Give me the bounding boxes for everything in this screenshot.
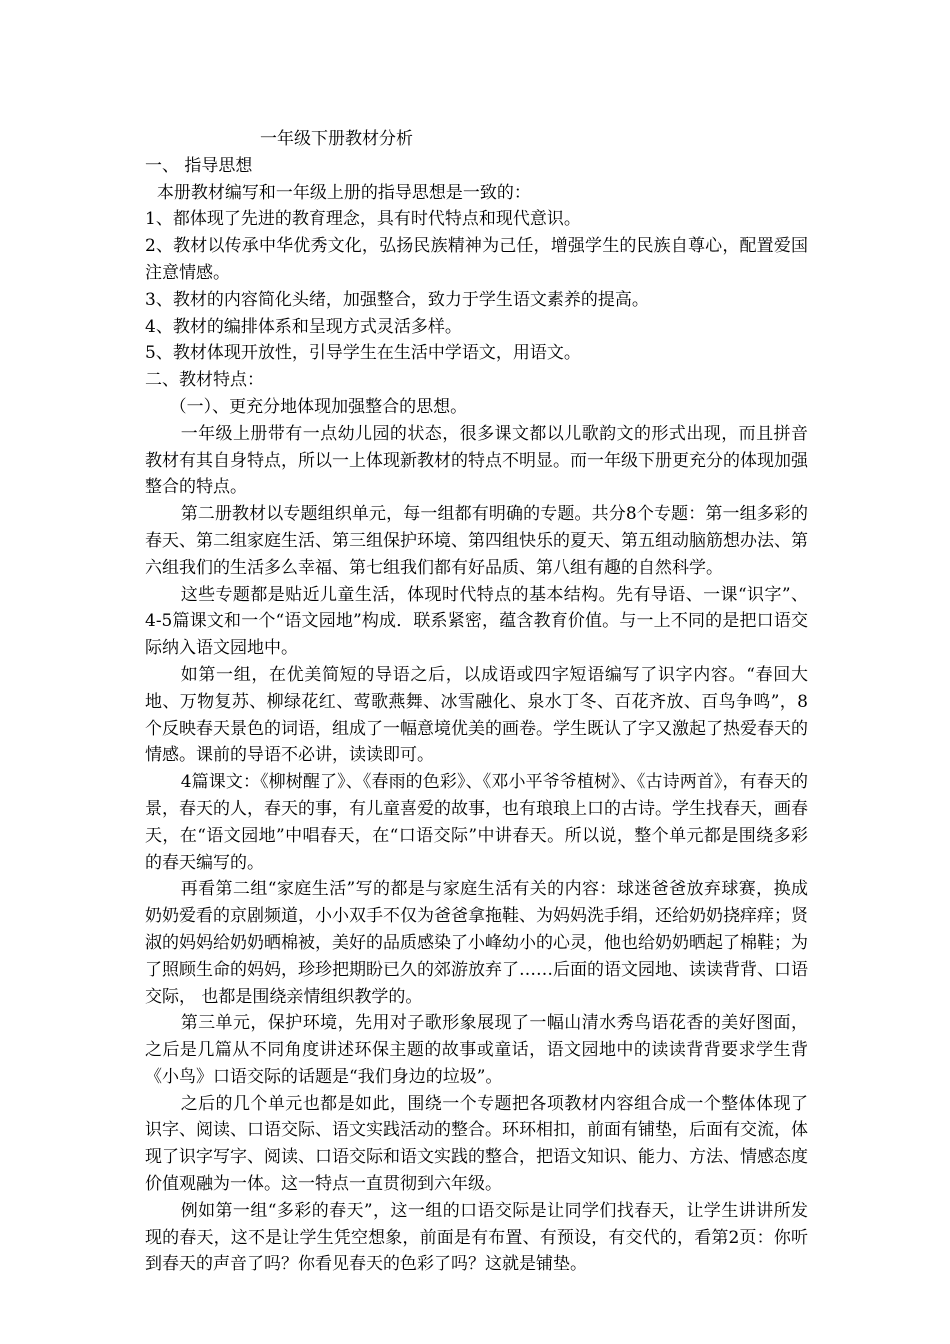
paragraph: 一年级上册带有一点幼儿园的状态，很多课文都以儿歌韵文的形式出现，而且拼音教材有其自身特点，所以一上体现新教材的特点不明显。而一年级下册更充分的体现加强整合的特点。 (145, 423, 808, 498)
paragraph: 如第一组，在优美简短的导语之后，以成语或四字短语编写了识字内容。“春回大地、万物复苏、柳绿花红、莺歌燕舞、冰雪融化、泉水丁冬、百花齐放、百鸟争鸣”，8个反映春天景色的词语，组成了一幅意境优美的画卷。学生既认了字又激起了热爱春天的情感。课前的导语不必讲，读读即可。 (145, 664, 808, 766)
document-body (145, 153, 808, 1278)
paragraph: 二、教材特点： (145, 370, 264, 391)
paragraph: 4篇课文：《柳树醒了》、《春雨的色彩》、《邓小平爷爷植树》、《古诗两首》，有春天的景，春天的人，春天的事，有儿童喜爱的故事，也有琅琅上口的古诗。学生找春天，画春天，在“语文园地”中唱春天，在“口语交际”中讲春天。所以说，整个单元都是围绕多彩的春天编写的。 (145, 772, 808, 873)
paragraph: 再看第二组“家庭生活”写的都是与家庭生活有关的内容：球迷爸爸放弃球赛，换成奶奶爱看的京剧频道，小小双手不仅为爸爸拿拖鞋、为妈妈洗手绢，还给奶奶挠痒痒；贤淑的妈妈给奶奶晒棉被，美好的品质感染了小峰幼小的心灵，他也给奶奶晒起了棉鞋；为了照顾生命的妈妈，珍珍把期盼已久的郊游放弃了……后面的语文园地、读读背背、口语交际， 也都是围绕亲情组织教学的。 (145, 879, 808, 1007)
paragraph: 5、教材体现开放性，引导学生在生活中学语文，用语文。 (145, 343, 581, 364)
paragraph: 3、教材的内容简化头绪，加强整合，致力于学生语文素养的提高。 (145, 289, 649, 310)
paragraph: 4、教材的编排体系和呈现方式灵活多样。 (145, 316, 462, 337)
document-title: 一年级下册教材分析 (260, 129, 413, 149)
paragraph: 例如第一组“多彩的春天”，这一组的口语交际是让同学们找春天，让学生讲讲所发现的春天，这不是让学生凭空想象，前面是有布置、有预设，有交代的，看第2页：你听到春天的声音了吗？你看见春天的色彩了吗？这就是铺垫。 (145, 1200, 808, 1275)
paragraph: 本册教材编写和一年级上册的指导思想是一致的： (156, 182, 531, 203)
paragraph: 第三单元，保护环境，先用对子歌形象展现了一幅山清水秀鸟语花香的美好图面，之后是几篇从不同角度讲述环保主题的故事或童话，语文园地中的读读背背要求学生背《小鸟》口语交际的话题是“我们身边的垃圾”。 (145, 1013, 808, 1087)
paragraph: 之后的几个单元也都是如此，围绕一个专题把各项教材内容组合成一个整体体现了识字、阅读、口语交际、语文实践活动的整合。环环相扣，前面有铺垫，后面有交流，体现了识字写字、阅读、口语交际和语文实践的整合，把语文知识、能力、方法、情感态度价值观融为一体。这一特点一直贯彻到六年级。 (145, 1093, 808, 1195)
paragraph: 1、都体现了先进的教育理念，具有时代特点和现代意识。 (145, 209, 581, 230)
paragraph: 第二册教材以专题组织单元，每一组都有明确的专题。共分8个专题：第一组多彩的春天、第二组家庭生活、第三组保护环境、第四组快乐的夏天、第五组动脑筋想办法、第六组我们的生活多么幸福、第七组我们都有好品质、第八组有趣的自然科学。 (145, 504, 808, 578)
paragraph: （一）、更充分地体现加强整合的思想。 (169, 396, 468, 417)
document-page (145, 126, 808, 1278)
paragraph: 一、 指导思想 (145, 155, 253, 176)
paragraph: 这些专题都是贴近儿童生活，体现时代特点的基本结构。先有导语、一课“识字”、4-5篇课文和一个“语文园地”构成．联系紧密，蕴含教育价值。与一上不同的是把口语交际纳入语文园地中。 (145, 584, 808, 659)
paragraph: 2、教材以传承中华优秀文化，弘扬民族精神为己任，增强学生的民族自尊心，配置爱国注意情感。 (145, 236, 808, 283)
